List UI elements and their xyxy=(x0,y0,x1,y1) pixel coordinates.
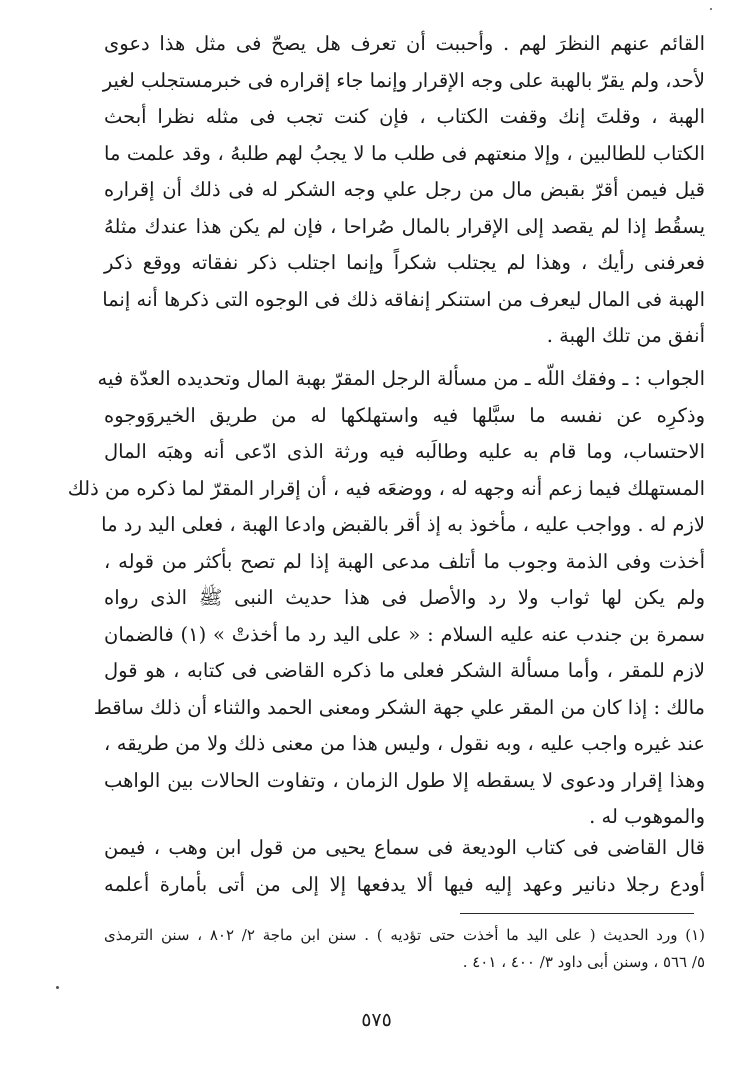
text-line: لازم له . وواجب عليه ، مأخوذ به إذ أقر بالقبض وادعا الهبة ، فعلى اليد رد ما xyxy=(101,513,705,536)
text-line: فعرفنى رأيك ، وهذا لم يجتلب شكراً وإنما اجتلب ذكر نفقاته ووقع ذكر xyxy=(104,251,705,274)
text-line: ولم يكن لها ثواب ولا رد والأصل فى هذا حديث النبى ﷺ الذى رواه xyxy=(104,586,705,609)
text-line: وذكرِه عن نفسه ما سبَّلها فيه واستهلكها له من طريق الخيروَوجوه xyxy=(104,403,705,427)
footnote-divider xyxy=(460,913,694,914)
text-line: وهذا إقرار ودعوى لا يسقطه إلا طول الزمان ، وتفاوت الحالات بين الواهب xyxy=(104,768,705,792)
text-line: قيل فيمن أقرّ بقبض مال من رجل علي وجه الشكر له فى ذلك أن إقراره xyxy=(104,178,705,201)
text-line: الهبة ، وقلتَ إنك وقفت الكتاب ، فإن كنت تجب فى مثله نظرا أبحث xyxy=(104,105,705,128)
footnote-line: ٥/ ٥٦٦ ، وسنن أبى داود ٣/ ٤٠٠ ، ٤٠١ . xyxy=(462,953,705,971)
text-line: أنفق من تلك الهبة . xyxy=(546,324,705,347)
scan-speck xyxy=(56,986,59,989)
text-line: القائم عنهم النظرَ لهم . وأحببت أن تعرف هل يصحّ فى مثل هذا دعوى xyxy=(104,32,705,55)
text-line: الاحتساب، وما قام به عليه وطالَبه فيه ورثة الذى ادّعى أنه وهبَه المال xyxy=(104,440,705,463)
text-line: مالك : إذا كان من المقر علي جهة الشكر ومعنى الحمد والثناء أن ذلك ساقط xyxy=(93,695,705,719)
text-line: المستهلك فيما زعم أنه وجهه له ، ووضعَه فيه ، أن إقرار المقرّ لما ذكره من ذلك xyxy=(67,476,705,500)
text-line: لازم للمقر ، وأما مسألة الشكر فعلى ما ذكره القاضى فى كتابه ، هو قول xyxy=(104,659,705,682)
paragraph-answer xyxy=(67,361,705,836)
text-line: الكتاب للطالبين ، وإلا منعتهم فى طلب ما لا يجبُ لهم طلبهُ ، وقد علمت ما xyxy=(104,141,705,165)
footnote xyxy=(104,922,705,976)
footnote-line: (١) ورد الحديث ( على اليد ما أخذت حتى تؤديه ) . سنن ابن ماجة ٢/ ٨٠٢ ، سنن الترمذى xyxy=(104,926,705,944)
scan-speck xyxy=(710,8,712,10)
text-line: أخذت وفى الذمة وجوب ما أتلف مدعى الهبة إذا لم تصح بأكثر من قوله ، xyxy=(104,549,705,573)
text-line: قال القاضى فى كتاب الوديعة فى سماع يحيى من قول ابن وهب ، فيمن xyxy=(104,836,705,859)
text-line: يسقُط إذا لم يقصد إلى الإقرار بالمال صُراحا ، فإن لم يكن هذا عندك مثلهُ xyxy=(104,214,705,238)
paragraph-question xyxy=(104,26,705,355)
paragraph-judge-note xyxy=(104,830,705,903)
text-line: والموهوب له . xyxy=(589,805,705,828)
text-line: لأحد، ولم يقرّ بالهبة على وجه الإقرار وإنما جاء إقراره فى خبرمستجلب لغير xyxy=(102,68,705,92)
text-line: الهبة فى المال ليعرف من استنكر إنفاقه ذلك فى الوجوه التى ذكرها أنه إنما xyxy=(102,287,705,311)
text-line: الجواب : ـ وفقك اللّه ـ من مسألة الرجل المقرّ بهبة المال وتحديده العدّة فيه xyxy=(97,367,705,390)
text-line: سمرة بن جندب عنه عليه السلام : « على اليد رد ما أخذتْ » (١) فالضمان xyxy=(104,622,705,646)
text-line: عند غيره واجب عليه ، وبه نقول ، وليس هذا من معنى ذلك ولا من طريقه ، xyxy=(104,732,705,755)
text-line: أودع رجلا دنانير وعهد إليه فيها ألا يدفعها إلا إلى من أتى بأمارة أعلمه xyxy=(104,872,705,896)
page-number: ٥٧٥ xyxy=(361,1009,392,1031)
